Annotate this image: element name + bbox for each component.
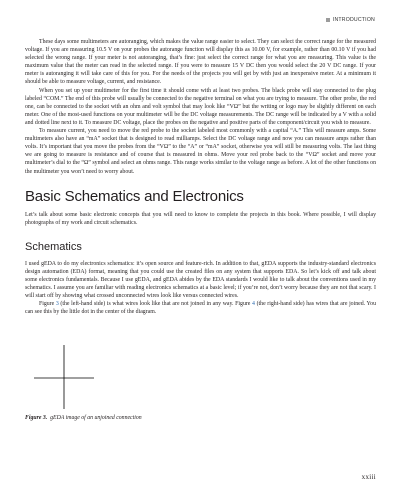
page-number: xxiii xyxy=(361,473,376,481)
unjoined-wires-figure xyxy=(34,345,94,409)
schematics-paragraph-1: I used gEDA to do my electronics schematics: it’s open source and feature-rich. In addition to that, gEDA supports the industry-standard electronics design automation (EDA) format, meaning that you could use the created files on any system that supports EDA. So let’s kick off and talk about some electronics fundamentals. Because I use gEDA, and gEDA abides by the EDA standards I would like to talk about the conventions used in my schematics. I assume you are familiar with reading electronics schematics at a basic level; if you’re not, don’t worry because they are not that scary. I will start off by showing what crossed unconnected wires look like versus connected wires. xyxy=(25,260,376,300)
section-heading: Basic Schematics and Electronics xyxy=(25,187,244,205)
intro-paragraph-2: When you set up your multimeter for the first time it should come with at least two probes. The black probe will stay connected to the plug labeled “COM.” The end of this probe will usually be connected to the negative terminal on what you are trying to measure. The other probe, the red one, can be connected to the socket with an ohm and volt symbol that may look like “VΩ” but the writing or logo may be slightly different on each meter. One of the most-used functions on your multimeter will be the DC voltage measurements. The DC range will be indicated by a V with a solid and dotted line next to it. To measure DC voltage, place the probes on the negative and positive parts of the component/circuit you wish to measure. xyxy=(25,87,376,126)
intro-paragraph-3: To measure current, you need to move the red probe to the socket labeled most commonly with a capital “A.” This will measure amps. Some multimeters also have an “mA” socket that is designed to read milliamps. Select the DC voltage range and now you can measure amps rather than volts. It’s important that you move the probes from the “VΩ” to the “A” or “mA” socket, otherwise you will still be measuring volts. The last thing we are going to measure is resistance and of course that is measured in ohms. Move your red probe back to the “VΩ” socket and move your multimeter’s dial to the “Ω” symbol and select an ohms range. This range works similar to the voltage range as before. A lot of the other functions on the multimeter you won’t need to worry about. xyxy=(25,128,376,175)
section-paragraph: Let’s talk about some basic electronic concepts that you will need to know to complete the projects in this book. Where possible, I will display photographs of my work and circuit schematics. xyxy=(25,211,376,226)
figure-3-link[interactable]: 3 xyxy=(55,301,59,308)
figure-label: Figure 3. xyxy=(25,415,48,421)
header-square-icon xyxy=(326,18,330,22)
intro-paragraph-1: These days some multimeters are autoranging, which makes the value range easier to select. They can select the correct range for the measured voltage. If you are measuring 10.5 V on your probes the autorange function will display this as 10.00 V, for example, rather than 00.10 V if you had selected the wrong range. If your meter is not autoranging, that’s fine: just select the correct range for what you are measuring. This value is the maximum value that the meter can read in the selected range. If you were to measure 15 V DC then you would select the 20 V DC range. If your meter is autoranging it will take care of this for you. For the needs of the projects you will get by with just an inexpensive meter. At a minimum it should be able to measure voltage, current, and resistance. xyxy=(25,39,376,86)
schematics-paragraph-2 xyxy=(25,300,376,316)
figure-4-link[interactable]: 4 xyxy=(252,301,255,308)
text-fragment: Figure xyxy=(39,301,56,308)
section-label: INTRODUCTION xyxy=(332,17,375,23)
running-header xyxy=(326,17,375,23)
subsection-heading: Schematics xyxy=(25,240,82,253)
text-fragment: (the left-hand side) is what wires look like that are not joined in any way. Figure xyxy=(58,301,253,308)
figure-caption xyxy=(25,415,142,421)
figure-caption-text: gEDA image of an unjoined connection xyxy=(50,415,142,421)
text-fragment: (the right-hand side) has wires that are joined. You can see this by the little dot in the center of the diagram. xyxy=(25,301,377,316)
page-content xyxy=(25,38,376,316)
